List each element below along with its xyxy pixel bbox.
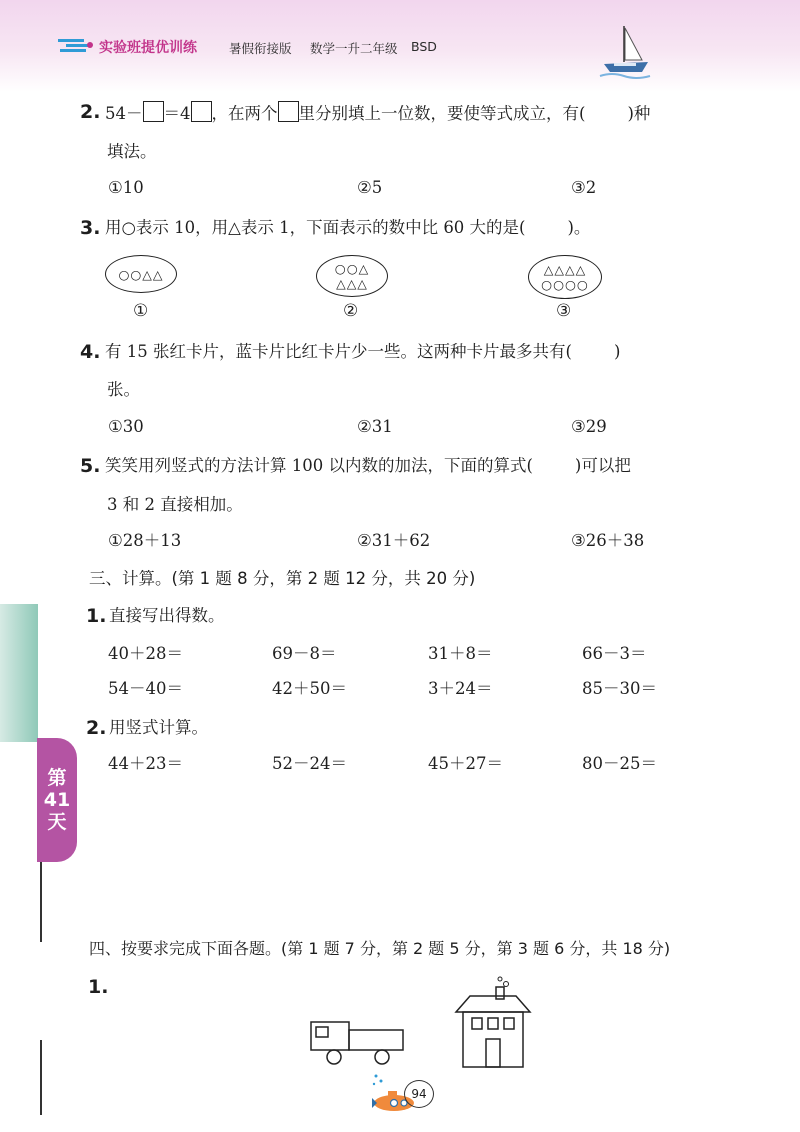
sailboat-icon: [598, 22, 654, 80]
option-2[interactable]: ②5: [357, 178, 383, 197]
question-number: 2.: [80, 101, 101, 123]
side-color-strip: [0, 604, 38, 742]
series-logo-icon: [58, 36, 94, 54]
section-3-q2-text: 用竖式计算。: [109, 718, 208, 737]
question-4-text: [105, 341, 620, 363]
question-3-text: [105, 217, 590, 239]
day-tab: [37, 738, 77, 862]
arithmetic-problem[interactable]: 40＋28＝: [108, 644, 183, 663]
page-number: 94: [404, 1080, 434, 1108]
question-4-line2: 张。: [107, 380, 140, 399]
arithmetic-problem[interactable]: 31＋8＝: [428, 644, 493, 663]
page-header: [0, 0, 800, 92]
question-2-line2: 填法。: [107, 142, 157, 161]
question-number: 1.: [88, 976, 109, 998]
question-number: 1.: [86, 605, 107, 627]
answer-box-sample: [278, 101, 299, 122]
ellipse-label-3: ③: [556, 301, 572, 321]
option-3[interactable]: ③29: [571, 417, 607, 436]
day-tab-number: 41: [43, 789, 71, 811]
question-number: 5.: [80, 455, 101, 477]
ellipse-symbols: △△△: [336, 276, 368, 291]
vertical-calc-problem[interactable]: 44＋23＝: [108, 754, 183, 773]
book-grade: 数学一升二年级: [310, 41, 398, 56]
day-tab-text: 天: [47, 811, 67, 833]
ellipse-symbols: ○○△△: [118, 266, 164, 282]
question-2-text: [105, 101, 650, 125]
book-series-title: 实验班提优训练: [99, 40, 197, 56]
option-1[interactable]: ①28＋13: [108, 531, 182, 550]
answer-box[interactable]: [143, 101, 164, 122]
option-2[interactable]: ②31＋62: [357, 531, 431, 550]
margin-line: [40, 862, 42, 942]
question-text: 里分别填上一位数，要使等式成立，有(: [298, 104, 586, 123]
option-3[interactable]: ③2: [571, 178, 597, 197]
truck-drawing-icon: [310, 1016, 406, 1068]
arithmetic-problem[interactable]: 69－8＝: [272, 644, 337, 663]
question-number: 2.: [86, 717, 107, 739]
book-code: BSD: [411, 39, 437, 54]
section-4-title: 四、按要求完成下面各题。(第 1 题 7 分，第 2 题 5 分，第 3 题 6 分，共 18 分): [89, 939, 671, 958]
counting-ellipse-2[interactable]: [316, 255, 388, 297]
question-5-text: [105, 455, 631, 477]
house-drawing-icon: [450, 975, 536, 1069]
question-text: 用○表示 10，用△表示 1，下面表示的数中比 60 大的是(: [105, 218, 526, 237]
book-edition: 暑假衔接版: [229, 41, 292, 56]
option-2[interactable]: ②31: [357, 417, 393, 436]
section-3-q1-text: 直接写出得数。: [109, 606, 225, 625]
arithmetic-problem[interactable]: 42＋50＝: [272, 679, 347, 698]
answer-box[interactable]: [191, 101, 212, 122]
ellipse-label-1: ①: [133, 301, 149, 321]
question-5-line2: 3 和 2 直接相加。: [107, 495, 243, 514]
margin-line: [40, 1040, 42, 1115]
question-text: 有 15 张红卡片，蓝卡片比红卡片少一些。这两种卡片最多共有(: [105, 342, 572, 361]
ellipse-label-2: ②: [343, 301, 359, 321]
arithmetic-problem[interactable]: 54－40＝: [108, 679, 183, 698]
counting-ellipse-3[interactable]: [528, 255, 602, 299]
option-1[interactable]: ①30: [108, 417, 144, 436]
vertical-calc-problem[interactable]: 45＋27＝: [428, 754, 503, 773]
question-text: ，在两个: [211, 104, 278, 123]
arithmetic-problem[interactable]: 85－30＝: [582, 679, 657, 698]
arithmetic-problem[interactable]: 3＋24＝: [428, 679, 493, 698]
counting-ellipse-1[interactable]: [105, 255, 177, 293]
section-3-title: 三、计算。(第 1 题 8 分，第 2 题 12 分，共 20 分): [89, 569, 476, 588]
question-number: 3.: [80, 217, 101, 239]
arithmetic-problem[interactable]: 66－3＝: [582, 644, 647, 663]
equation-part: ＝4: [163, 104, 191, 123]
vertical-calc-problem[interactable]: 52－24＝: [272, 754, 347, 773]
question-number: 4.: [80, 341, 101, 363]
ellipse-symbols: ○○△: [334, 261, 370, 276]
vertical-calc-problem[interactable]: 80－25＝: [582, 754, 657, 773]
option-1[interactable]: ①10: [108, 178, 144, 197]
equation-part: 54－: [105, 104, 143, 123]
ellipse-symbols: ○○○○: [541, 277, 589, 292]
question-text: )种: [627, 104, 651, 123]
question-text: )。: [567, 218, 591, 237]
question-text: ): [613, 342, 621, 361]
ellipse-symbols: △△△△: [543, 262, 587, 277]
day-tab-text: 第: [47, 767, 67, 789]
question-text: )可以把: [574, 456, 631, 475]
option-3[interactable]: ③26＋38: [571, 531, 645, 550]
question-text: 笑笑用列竖式的方法计算 100 以内数的加法，下面的算式(: [105, 456, 533, 475]
